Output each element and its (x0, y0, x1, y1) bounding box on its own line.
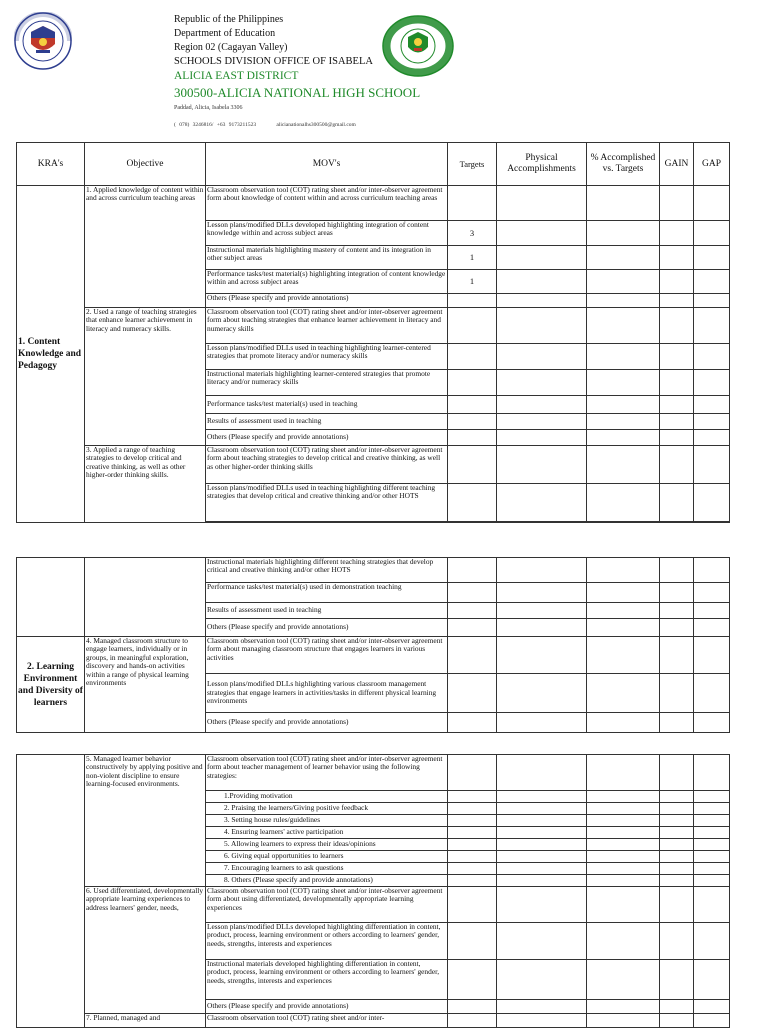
mov-cell: Performance tasks/test material(s) highlighting integration of content knowledge within and across subject areas (206, 270, 448, 294)
letterhead-division: SCHOOLS DIVISION OFFICE OF ISABELA (174, 56, 373, 67)
letterhead-phone: ( 078) 3246816/ +63 9173211523 (174, 122, 257, 128)
letterhead-school: 300500-ALICIA NATIONAL HIGH SCHOOL (174, 85, 421, 100)
letterhead-region: Region 02 (Cagayan Valley) (174, 42, 288, 53)
table-row (17, 446, 730, 484)
letterhead-contact (174, 118, 474, 132)
mov-cell: Performance tasks/test material(s) used in teaching (206, 396, 448, 414)
mov-cell: Results of assessment used in teaching (206, 414, 448, 430)
letterhead-address: Paddad, Alicia, Isabela 3306 (174, 105, 243, 111)
mov-cell: Classroom observation tool (COT) rating sheet and/or inter-observer agreement form about teacher management of learner behavior using the following strategies: (206, 755, 448, 791)
target-cell: 3 (448, 221, 497, 246)
col-gain: GAIN (660, 143, 694, 186)
strategy-item: 1.Providing motivation (206, 791, 448, 803)
col-objective: Objective (85, 143, 206, 186)
kra-table-part-1 (16, 142, 730, 523)
mov-cell: Instructional materials highlighting different teaching strategies that develop critical and creative thinking and/or other HOTS (206, 558, 448, 583)
strategy-item: 8. Others (Please specify and provide annotations) (206, 875, 448, 887)
table-header-row (17, 143, 730, 186)
mov-cell: Others (Please specify and provide annotations) (206, 430, 448, 446)
table-row (17, 755, 730, 791)
mov-cell: Classroom observation tool (COT) rating sheet and/or inter-observer agreement form about teaching strategies to develop critical and creative thinking, as well as other higher-order thinking skills (206, 446, 448, 484)
mov-cell: Classroom observation tool (COT) rating sheet and/or inter- (206, 1014, 448, 1028)
col-kra: KRA's (17, 143, 85, 186)
kra-table-part-2 (16, 557, 730, 733)
strategy-item: 6. Giving equal opportunities to learners (206, 851, 448, 863)
target-cell: 1 (448, 246, 497, 270)
strategy-item: 7. Encouraging learners to ask questions (206, 863, 448, 875)
col-gap: GAP (694, 143, 730, 186)
mov-cell: Others (Please specify and provide annotations) (206, 619, 448, 637)
objective-2: 2. Used a range of teaching strategies that enhance learner achievement in literacy and numeracy skills. (85, 308, 206, 446)
mov-cell: Classroom observation tool (COT) rating sheet and/or inter-observer agreement form about using differentiated, developmentally appropriate learning experiences (206, 887, 448, 923)
strategy-item: 4. Ensuring learners' active participation (206, 827, 448, 839)
objective-7: 7. Planned, managed and (85, 1014, 206, 1028)
kra-learning-environment: 2. Learning Environment and Diversity of learners (17, 637, 85, 733)
mov-cell: Instructional materials developed highlighting differentiation in content, product, process, learning environment or others according to learners' gender, needs, strengths, interests and experiences (206, 960, 448, 1000)
kra-table-part-3 (16, 754, 730, 1028)
col-movs: MOV's (206, 143, 448, 186)
objective-3: 3. Applied a range of teaching strategies to develop critical and creative thinking, as well as other higher-order thinking skills. (85, 446, 206, 523)
mov-cell: Classroom observation tool (COT) rating sheet and/or inter-observer agreement form about managing classroom structure that engages learners in various activities (206, 637, 448, 674)
mov-cell: Lesson plans/modified DLLs used in teaching highlighting learner-centered strategies that promote literacy and/or numeracy skills (206, 344, 448, 370)
objective-6: 6. Used differentiated, developmentally appropriate learning experiences to address learners' gender, needs, (85, 887, 206, 1014)
table-row (17, 1014, 730, 1028)
mov-cell: Others (Please specify and provide annotations) (206, 294, 448, 308)
col-physical: Physical Accomplishments (497, 143, 587, 186)
mov-cell: Others (Please specify and provide annotations) (206, 1000, 448, 1014)
mov-cell: Others (Please specify and provide annotations) (206, 713, 448, 733)
mov-cell: Lesson plans/modified DLLs used in teaching highlighting different teaching strategies that develop critical and creative thinking and/or other HOTS (206, 484, 448, 522)
mov-cell: Classroom observation tool (COT) rating sheet and/or inter-observer agreement form about teaching strategies that enhance learner achievement in literacy and numeracy skills (206, 308, 448, 344)
deped-seal-left-icon (14, 12, 72, 70)
table-row (17, 637, 730, 674)
strategy-item: 3. Setting house rules/guidelines (206, 815, 448, 827)
mov-cell: Lesson plans/modified DLLs developed highlighting differentiation in content, product, process, learning environment or others according to learners' gender, needs, strengths, interests and experiences (206, 923, 448, 960)
objective-4: 4. Managed classroom structure to engage learners, individually or in groups, in meaningful exploration, discovery and hands-on activities within a range of physical learning environments (85, 637, 206, 733)
mov-cell: Classroom observation tool (COT) rating sheet and/or inter-observer agreement form about knowledge of content within and across curriculum teaching areas (206, 186, 448, 221)
mov-cell: Instructional materials highlighting mastery of content and its integration in other subject areas (206, 246, 448, 270)
objective-5: 5. Managed learner behavior constructively by applying positive and non-violent discipline to ensure learning-focused environments. (85, 755, 206, 887)
mov-cell: Lesson plans/modified DLLs highlighting various classroom management strategies that engage learners in activities/tasks in different physical learning environments (206, 674, 448, 713)
mov-cell: Performance tasks/test material(s) used in demonstration teaching (206, 583, 448, 603)
table-row (17, 186, 730, 221)
letterhead-district: ALICIA EAST DISTRICT (174, 70, 299, 82)
table-row (17, 558, 730, 583)
strategy-item: 5. Allowing learners to express their ideas/opinions (206, 839, 448, 851)
mov-cell: Instructional materials highlighting learner-centered strategies that promote literacy and/or numeracy skills (206, 370, 448, 396)
letterhead-email: alicianationalhs300500@gmail.com (276, 122, 356, 128)
table-row (17, 887, 730, 923)
kra-content-knowledge: 1. Content Knowledge and Pedagogy (17, 186, 85, 523)
col-percent: % Accomplished vs. Targets (587, 143, 660, 186)
objective-3-continued (85, 558, 206, 637)
strategy-item: 2. Praising the learners/Giving positive feedback (206, 803, 448, 815)
table-row (17, 308, 730, 344)
target-cell (448, 294, 497, 308)
objective-1: 1. Applied knowledge of content within and across curriculum teaching areas (85, 186, 206, 308)
col-targets: Targets (448, 143, 497, 186)
letterhead-department: Department of Education (174, 28, 276, 39)
target-cell (448, 186, 497, 221)
deped-division-seal-right-icon (381, 14, 455, 78)
letterhead-country: Republic of the Philippines (174, 14, 284, 25)
target-cell: 1 (448, 270, 497, 294)
mov-cell: Lesson plans/modified DLLs developed highlighting integration of content knowledge within and across subject areas (206, 221, 448, 246)
mov-cell: Results of assessment used in teaching (206, 603, 448, 619)
